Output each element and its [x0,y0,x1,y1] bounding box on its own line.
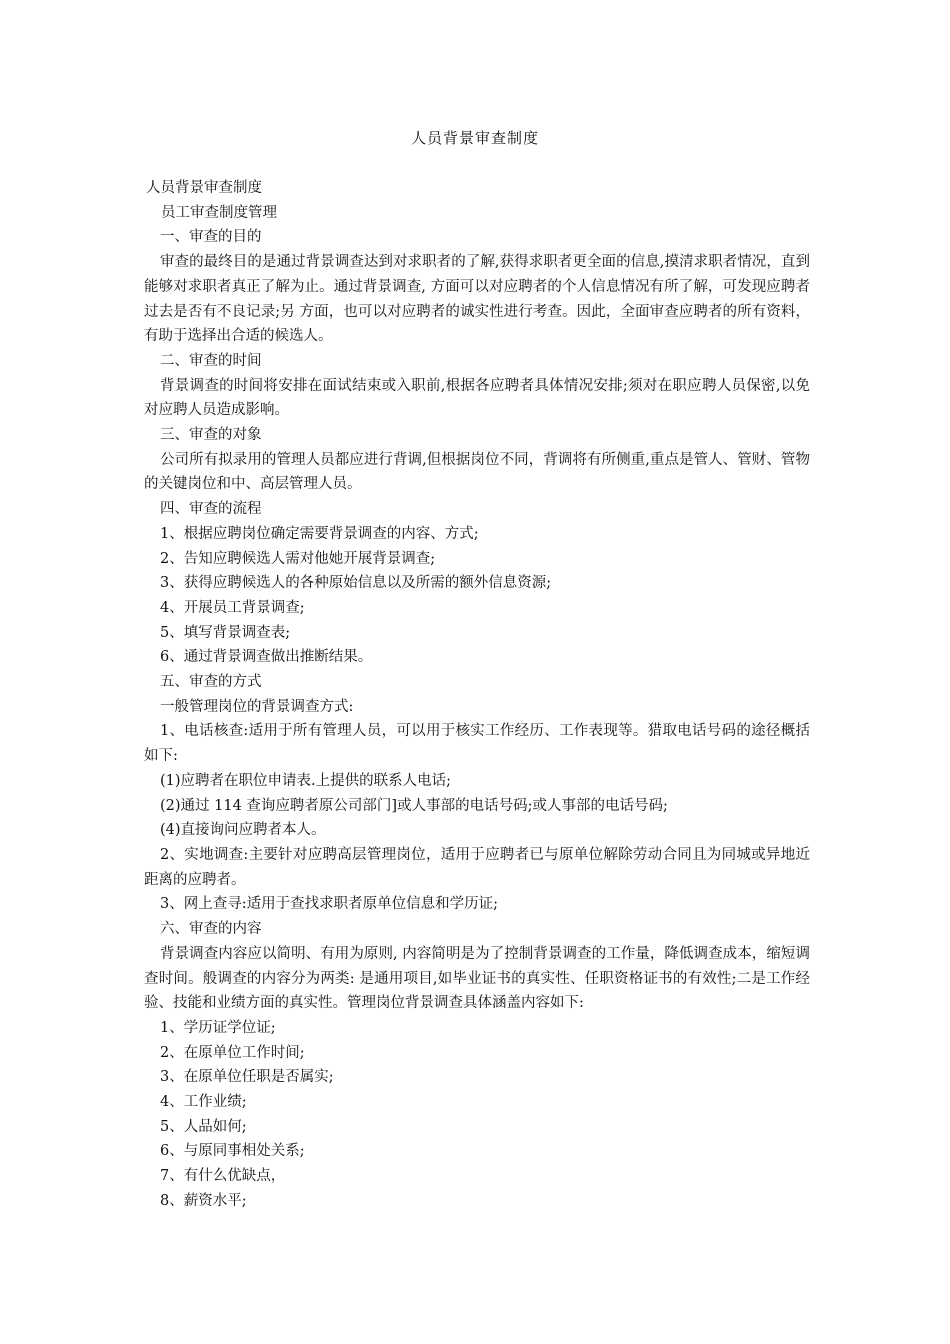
paragraph: 人员背景审查制度 [146,180,262,196]
paragraph: 一、审查的目的 [160,229,262,246]
paragraph: 员工审查制度管理 [161,204,277,221]
paragraph: 3、获得应聘候选人的各种原始信息以及所需的额外信息资源; [160,575,552,592]
paragraph: 背景调查的时间将安排在面试结束或入职前,根据各应聘者具体情况安排;须对在职应聘人员保密,以免对应聘人员造成影响。 [144,377,810,419]
paragraph: 2、在原单位工作时间; [160,1044,305,1061]
paragraph: 3、网上查寻:适用于查找求职者原单位信息和学历证; [160,896,498,913]
paragraph: 二、审查的时间 [160,352,262,369]
paragraph: 6、与原同事相处关系; [160,1143,305,1160]
paragraph: 四、审查的流程 [160,501,262,518]
paragraph: 5、人品如何; [160,1118,247,1135]
paragraph: 审查的最终目的是通过背景调查达到对求职者的了解,获得求职者更全面的信息,摸清求职者情况，直到能够对求职者真正了解为止。通过背景调查, 方面可以对应聘者的个人信息情况有所了解，可发现应聘者过去是否有不良记录;另 方面，也可以对应聘者的诚实性进行考查。因此，全面审查应聘者的所有资料，有助于选择出合适的候选人。 [144,254,810,345]
paragraph: (2)通过 114 查询应聘者原公司部门]或人事部的电话号码;或人事部的电话号码; [160,797,668,814]
paragraph: 一般管理岗位的背景调查方式: [160,698,354,715]
paragraph: 公司所有拟录用的管理人员都应进行背调,但根据岗位不同，背调将有所侧重,重点是管人、管财、管物的关键岗位和中、高层管理人员。 [144,451,810,493]
paragraph: 三、审查的对象 [160,427,262,444]
paragraph: 背景调查内容应以简明、有用为原则, 内容简明是为了控制背景调查的工作量，降低调查成本，缩短调查时间。般调查的内容分为两类: 是通用项目,如毕业证书的真实性、任职资格证书的有效性;二是工作经验、技能和业绩方面的真实性。管理岗位背景调查具体涵盖内容如下: [144,945,810,1012]
paragraph: 1、根据应聘岗位确定需要背景调查的内容、方式; [160,525,479,542]
page-title: 人员背景审查制度 [410,129,539,147]
paragraph: 六、审查的内容 [160,921,262,938]
paragraph: 3、在原单位任职是否属实; [160,1069,334,1086]
paragraph: 1、学历证学位证; [160,1019,276,1036]
paragraph: (1)应聘者在职位申请表.上提供的联系人电话; [160,772,452,789]
paragraph: 五、审查的方式 [160,674,262,691]
paragraph: 7、有什么优缺点， [160,1168,286,1185]
paragraph: 4、工作业绩; [160,1094,247,1111]
paragraph: 4、开展员工背景调查; [160,599,305,616]
paragraph: 8、薪资水平; [160,1192,247,1209]
paragraph: 2、实地调查:主要针对应聘高层管理岗位，适用于应聘者已与原单位解除劳动合同且为同城或异地近距离的应聘者。 [144,846,810,888]
paragraph: 6、通过背景调查做出推断结果。 [160,649,373,666]
paragraph: 2、告知应聘候选人需对他她开展背景调查; [160,550,436,567]
paragraph: (4)直接询问应聘者本人。 [160,822,326,839]
paragraph: 1、电话核查:适用于所有管理人员，可以用于核实工作经历、工作表现等。猎取电话号码的途径概括如下: [144,723,810,765]
paragraph: 5、填写背景调查表; [160,624,291,641]
document-body [144,176,810,1214]
